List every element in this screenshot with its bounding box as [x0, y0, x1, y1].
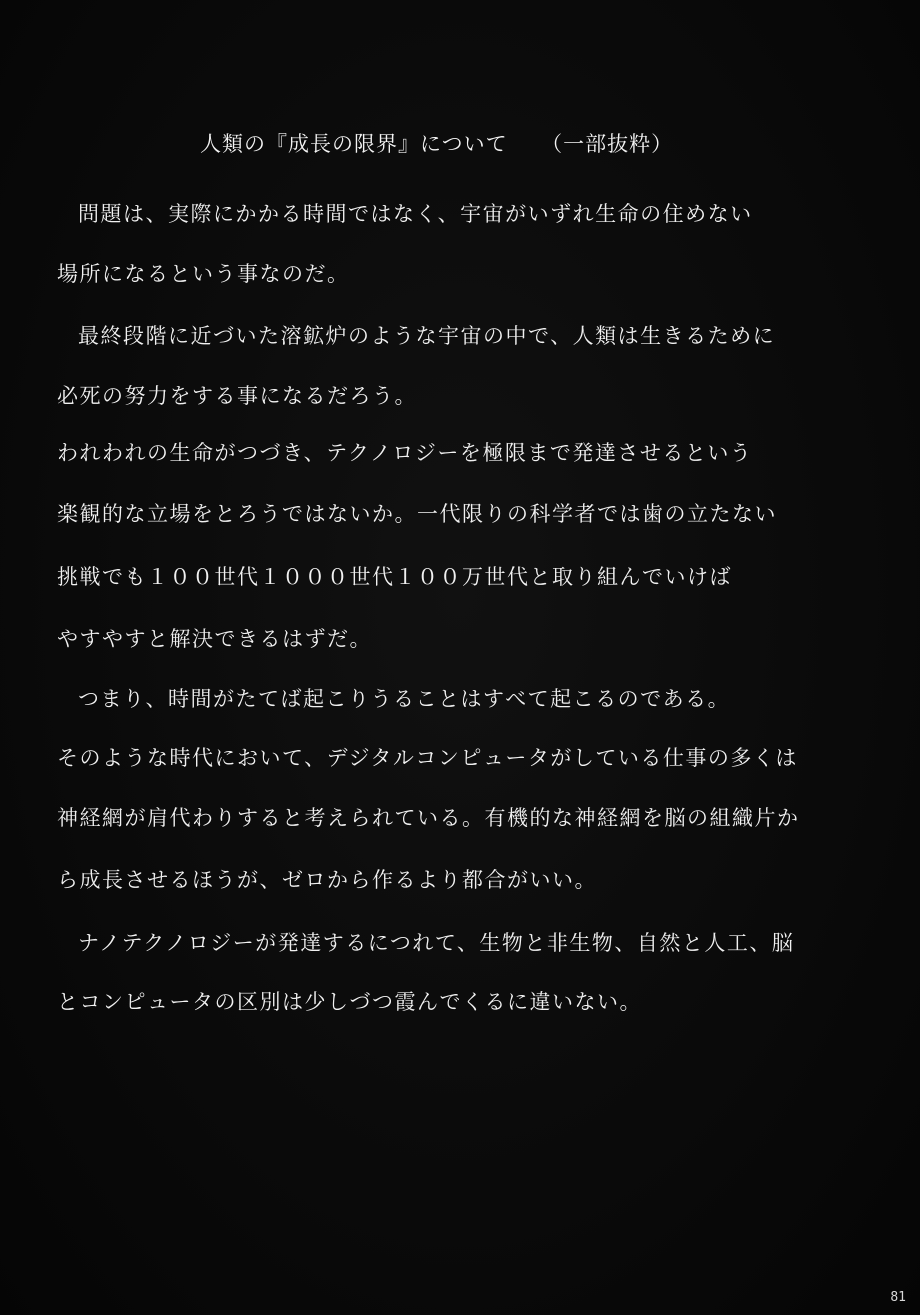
text-line-5: われわれの生命がつづき、テクノロジーを極限まで発達させるという [57, 441, 753, 465]
text-line-10: そのような時代において、デジタルコンピュータがしている仕事の多くは [57, 746, 798, 770]
text-line-9: つまり、時間がたてば起こりうることはすべて起こるのである。 [78, 687, 731, 711]
essay-title: 人類の『成長の限界』について （一部抜粋） [200, 132, 674, 156]
text-line-2: 場所になるという事なのだ。 [57, 262, 350, 286]
text-line-3: 最終段階に近づいた溶鉱炉のような宇宙の中で、人類は生きるために [78, 324, 776, 348]
text-line-8: やすやすと解決できるはずだ。 [57, 627, 372, 651]
page-number: 81 [890, 1290, 906, 1305]
text-line-7: 挑戦でも１００世代１０００世代１００万世代と取り組んでいけば [57, 565, 732, 589]
text-line-13: ナノテクノロジーが発達するにつれて、生物と非生物、自然と人工、脳 [78, 931, 795, 955]
text-line-6: 楽観的な立場をとろうではないか。一代限りの科学者では歯の立たない [57, 502, 777, 526]
text-line-14: とコンピュータの区別は少しづつ霞んでくるに違いない。 [57, 990, 642, 1014]
text-line-11: 神経網が肩代わりすると考えられている。有機的な神経網を脳の組織片か [57, 806, 800, 830]
text-line-1: 問題は、実際にかかる時間ではなく、宇宙がいずれ生命の住めない [78, 202, 753, 226]
text-line-12: ら成長させるほうが、ゼロから作るより都合がいい。 [57, 868, 597, 892]
text-line-4: 必死の努力をする事になるだろう。 [57, 384, 417, 408]
